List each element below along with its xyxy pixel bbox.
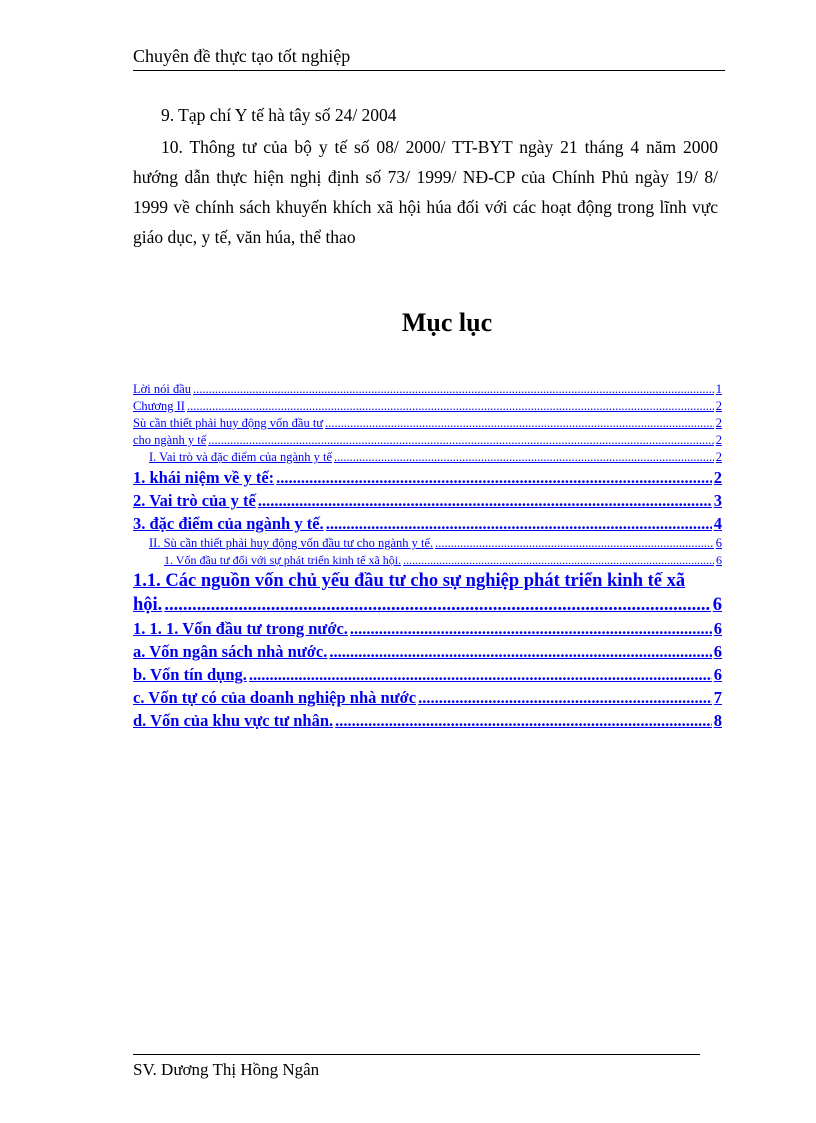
toc-label: a. Vốn ngân sách nhà nước. <box>133 642 328 661</box>
toc-label: Lời nói đầu <box>133 382 191 396</box>
toc-label: I. Vai trò và đặc điểm của ngành y tế <box>149 450 333 464</box>
toc-page: 2 <box>715 416 722 430</box>
toc-label: hội. <box>133 595 163 615</box>
toc-link[interactable] <box>133 398 722 415</box>
footer-divider <box>133 1054 700 1055</box>
toc-title: Mục lục <box>401 308 493 337</box>
toc-page: 6 <box>713 642 722 661</box>
reference-list <box>133 100 718 252</box>
toc-page: 3 <box>713 491 722 510</box>
toc-page: 6 <box>715 536 722 550</box>
toc-link[interactable] <box>133 466 722 489</box>
toc-link[interactable] <box>133 535 722 552</box>
toc-page: 6 <box>716 553 722 567</box>
toc-link[interactable] <box>133 415 722 432</box>
toc-label: 3. đặc điểm của ngành y tế. <box>133 514 324 533</box>
toc-label: b. Vốn tín dụng. <box>133 665 247 684</box>
toc-page: 2 <box>715 433 722 447</box>
reference-item: 9. Tạp chí Y tế hà tây số 24/ 2004 <box>161 105 397 125</box>
toc-link[interactable] <box>133 432 722 449</box>
toc-page: 6 <box>713 619 722 638</box>
toc-link[interactable] <box>133 686 722 709</box>
toc-label: 1. 1. 1. Vốn đầu tư trong nước. <box>133 619 348 638</box>
reference-item: 10. Thông tư của bộ y tế số 08/ 2000/ TT-BYT ngày 21 tháng 4 năm 2000 hướng dẫn thực hiện nghị định số 73/ 1999/ NĐ-CP của Chính Phủ ngày 19/ 8/ 1999 về chính sách khuyến khích xã hội húa đối với các hoạt động trong lĩnh vực giáo dục, y tế, văn húa, thể thao <box>133 137 718 247</box>
page-header: Chuyên đề thực tạo tốt nghiệp <box>133 44 725 71</box>
toc-page: 6 <box>712 595 722 615</box>
toc-link[interactable] <box>133 593 722 617</box>
toc-link[interactable] <box>133 381 722 398</box>
toc-label: II. Sù cần thiết phải huy động vốn đầu tư cho ngành y tế. <box>149 536 434 550</box>
toc-link[interactable] <box>133 640 722 663</box>
toc-link[interactable] <box>133 512 722 535</box>
toc-link[interactable] <box>133 709 722 732</box>
toc-link-wrapped-line[interactable]: 1.1. Các nguồn vốn chủ yếu đầu tư cho sự nghiệp phát triển kinh tế xã <box>133 571 686 591</box>
toc-link[interactable] <box>133 617 722 640</box>
toc-label: 1. Vốn đầu tư đối với sự phát triển kinh tế xã hội. <box>164 553 402 567</box>
toc-page: 4 <box>713 514 722 533</box>
toc-page: 7 <box>713 688 722 707</box>
toc-page: 6 <box>713 665 722 684</box>
toc-label: d. Vốn của khu vực tư nhân. <box>133 711 334 730</box>
toc-link[interactable] <box>133 489 722 512</box>
toc-label: 2. Vai trò của y tế <box>133 491 256 510</box>
page-footer: SV. Dương Thị Hồng Ngân <box>133 1060 320 1079</box>
toc-label: cho ngành y tế <box>133 433 207 447</box>
toc-link[interactable] <box>133 449 722 466</box>
toc-label: c. Vốn tự có của doanh nghiệp nhà nước <box>133 688 417 707</box>
toc-page: 2 <box>715 450 722 464</box>
toc-page: 8 <box>713 711 722 730</box>
table-of-contents <box>133 381 722 732</box>
toc-page: 1 <box>715 382 722 396</box>
toc-link[interactable] <box>133 663 722 686</box>
toc-label: Chương II <box>133 399 185 413</box>
toc-page: 2 <box>715 399 722 413</box>
toc-link[interactable] <box>133 552 722 569</box>
toc-page: 2 <box>713 468 722 487</box>
toc-label: Sù cần thiết phải huy động vốn đầu tư <box>133 416 324 430</box>
toc-label: 1. khái niệm về y tế: <box>133 468 275 487</box>
